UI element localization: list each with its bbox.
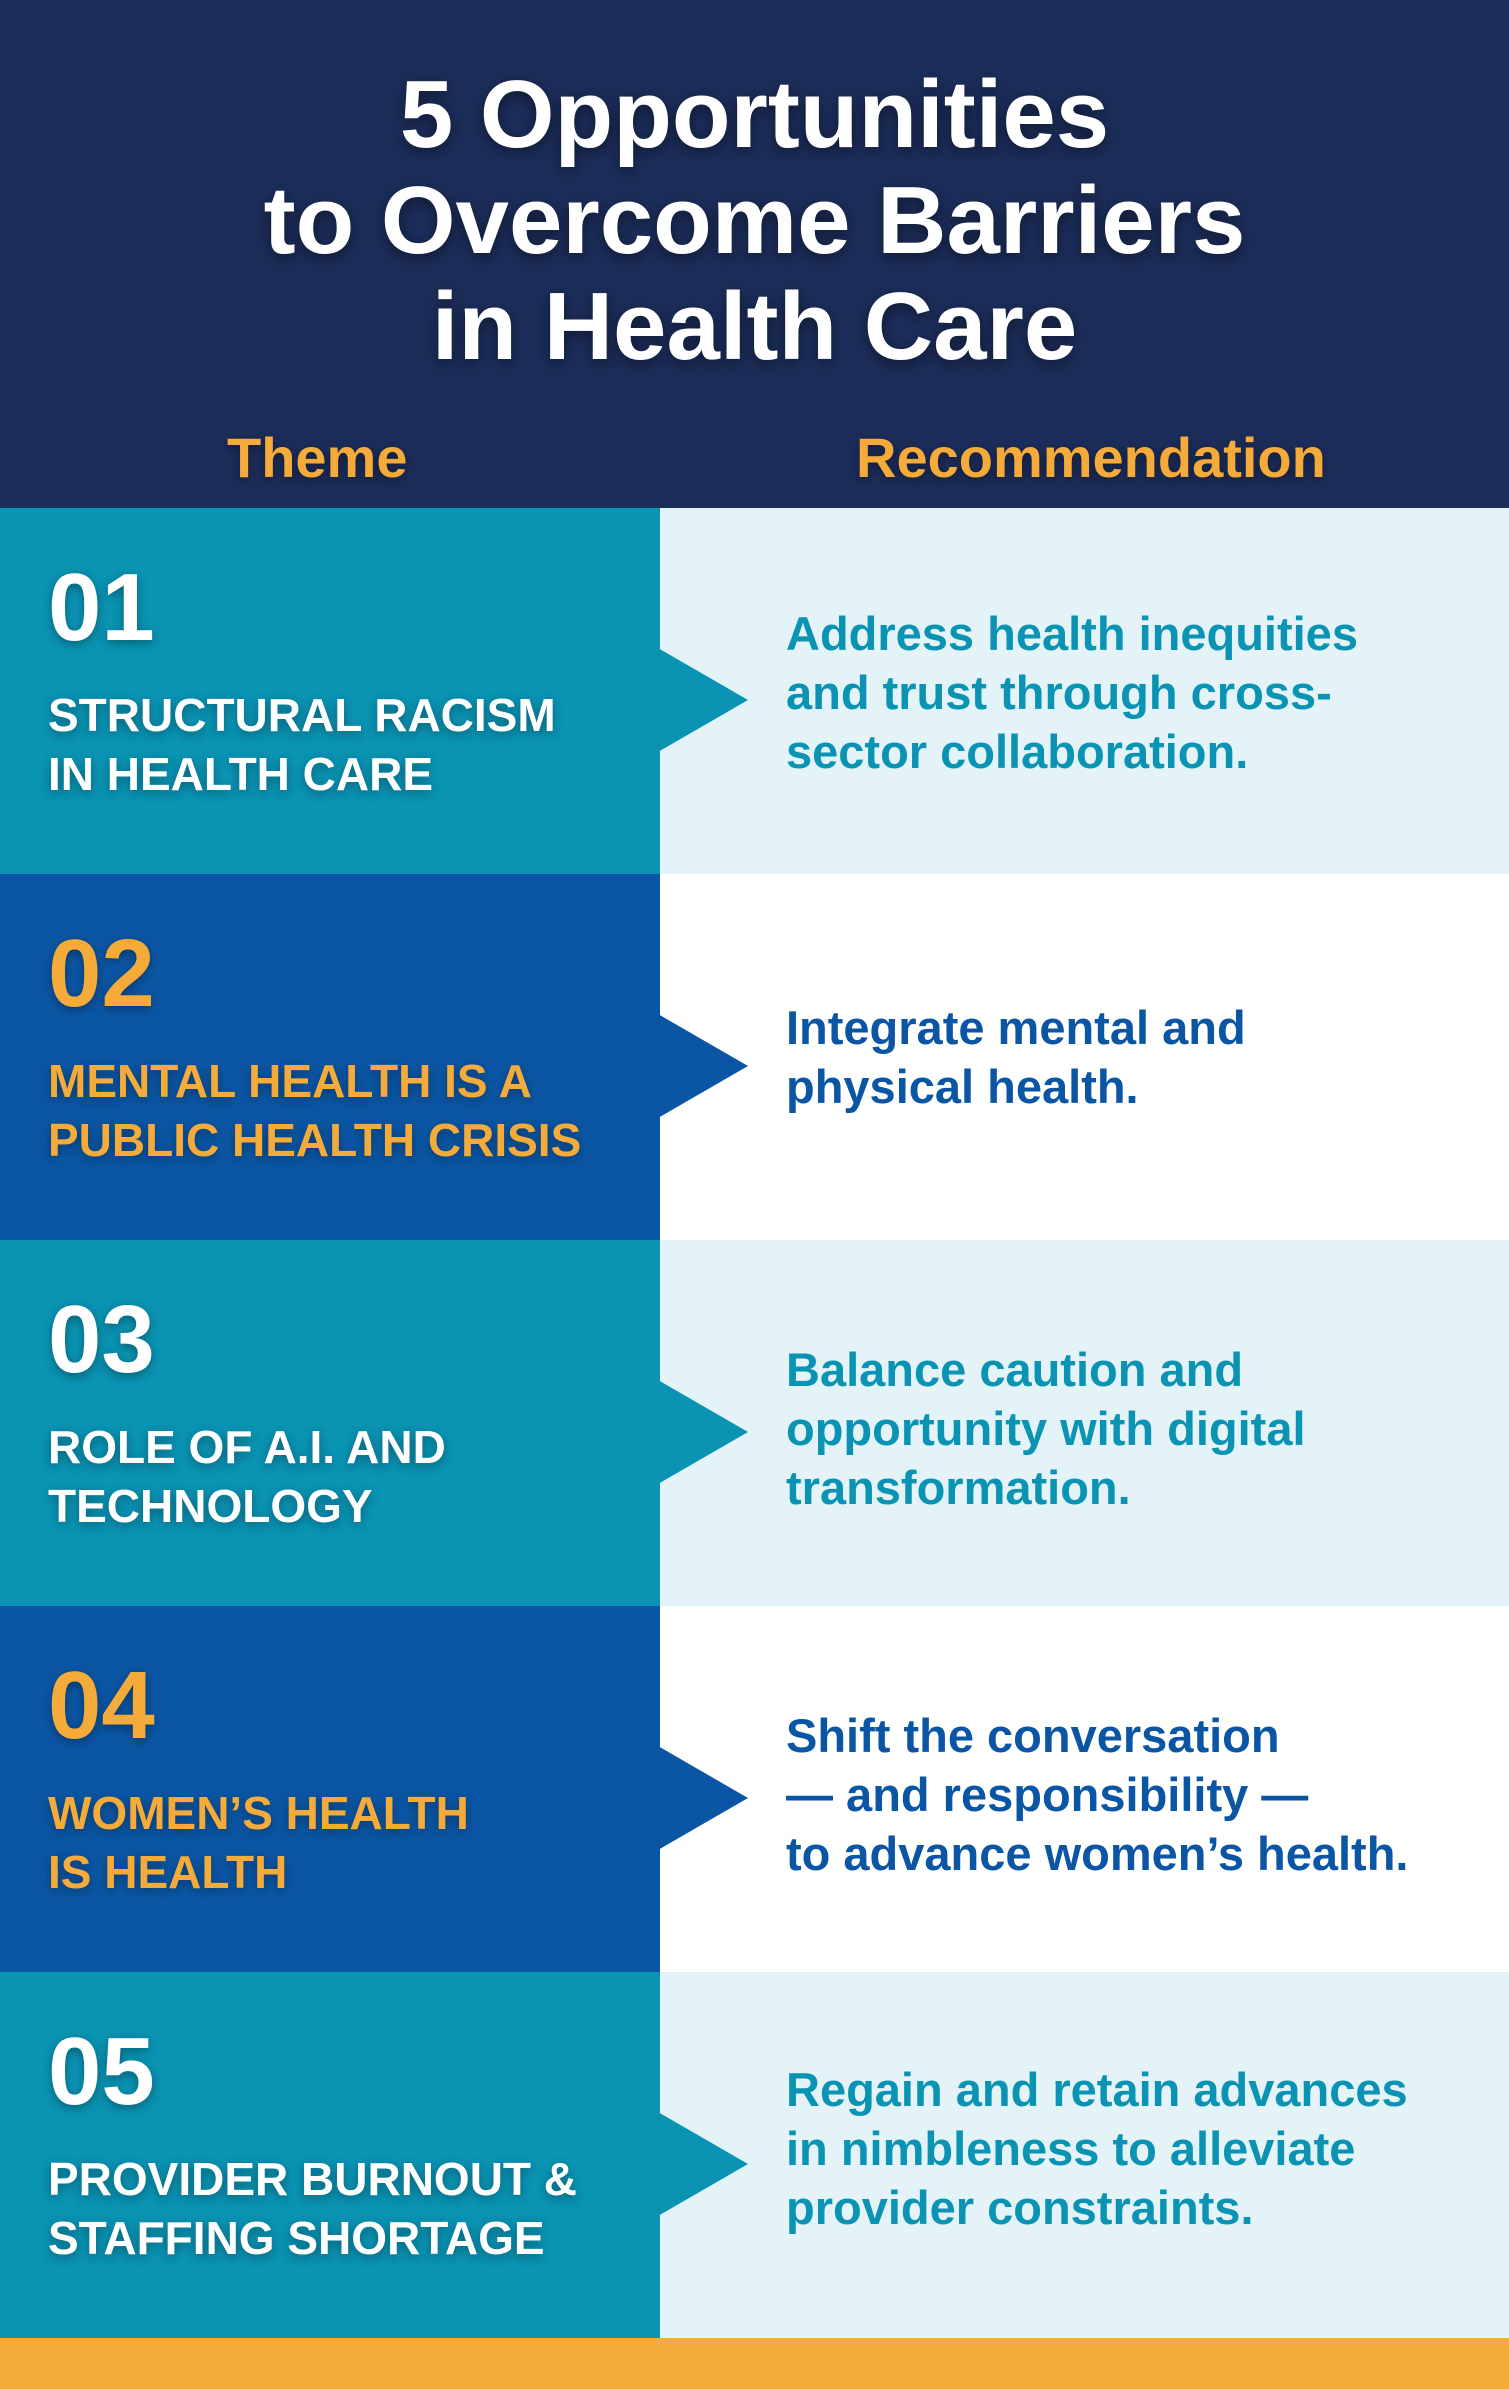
recommendation-line: in nimbleness to alleviate <box>786 2122 1356 2175</box>
recommendation-line: transformation. <box>786 1461 1131 1514</box>
row-number: 02 <box>48 920 155 1027</box>
row-2 <box>0 874 1509 1240</box>
arrow-pointer-icon <box>658 1746 748 1850</box>
theme-label <box>48 1052 648 1170</box>
recommendation-text <box>786 1340 1486 1517</box>
recommendation-line: Balance caution and <box>786 1343 1244 1396</box>
arrow-pointer-icon <box>658 1014 748 1118</box>
theme-label-line: TECHNOLOGY <box>48 1480 373 1532</box>
recommendation-text <box>786 604 1486 781</box>
recommendation-text <box>786 1706 1486 1883</box>
theme-label <box>48 686 648 804</box>
recommendation-text <box>786 998 1486 1116</box>
recommendation-line: physical health. <box>786 1060 1139 1113</box>
recommendation-line: provider constraints. <box>786 2181 1254 2234</box>
recommendation-text <box>786 2060 1486 2237</box>
row-number: 05 <box>48 2018 155 2125</box>
theme-label <box>48 1418 648 1536</box>
recommendation-line: Address health inequities <box>786 607 1358 660</box>
recommendation-line: to advance women’s health. <box>786 1827 1409 1880</box>
title-line-2: to Overcome Barriers <box>263 167 1246 274</box>
row-number: 04 <box>48 1652 155 1759</box>
arrow-pointer-icon <box>658 2112 748 2216</box>
theme-label <box>48 2150 648 2268</box>
theme-label-line: WOMEN’S HEALTH <box>48 1787 469 1839</box>
theme-label-line: PUBLIC HEALTH CRISIS <box>48 1114 582 1166</box>
page-title <box>0 62 1509 380</box>
theme-label-line: MENTAL HEALTH IS A <box>48 1055 532 1107</box>
theme-column-header: Theme <box>227 426 408 489</box>
recommendation-line: Integrate mental and <box>786 1001 1246 1054</box>
theme-label-line: IN HEALTH CARE <box>48 748 434 800</box>
recommendation-line: Regain and retain advances <box>786 2063 1408 2116</box>
arrow-pointer-icon <box>658 1380 748 1484</box>
recommendation-line: Shift the conversation <box>786 1709 1280 1762</box>
row-4 <box>0 1606 1509 1972</box>
title-line-3: in Health Care <box>431 273 1078 380</box>
recommendation-line: and trust through cross- <box>786 666 1332 719</box>
theme-label-line: STAFFING SHORTAGE <box>48 2212 545 2264</box>
arrow-pointer-icon <box>658 648 748 752</box>
row-5 <box>0 1972 1509 2338</box>
title-line-1: 5 Opportunities <box>399 61 1110 168</box>
row-number: 01 <box>48 554 155 661</box>
row-1 <box>0 508 1509 874</box>
theme-label-line: IS HEALTH <box>48 1846 288 1898</box>
footer-accent-bar <box>0 2338 1509 2389</box>
theme-label-line: STRUCTURAL RACISM <box>48 689 556 741</box>
recommendation-column-header: Recommendation <box>856 426 1326 489</box>
recommendation-line: opportunity with digital <box>786 1402 1306 1455</box>
header <box>0 0 1509 508</box>
row-3 <box>0 1240 1509 1606</box>
theme-label-line: ROLE OF A.I. AND <box>48 1421 446 1473</box>
theme-label <box>48 1784 648 1902</box>
recommendation-line: — and responsibility — <box>786 1768 1309 1821</box>
theme-label-line: PROVIDER BURNOUT & <box>48 2153 578 2205</box>
row-number: 03 <box>48 1286 155 1393</box>
recommendation-line: sector collaboration. <box>786 725 1249 778</box>
